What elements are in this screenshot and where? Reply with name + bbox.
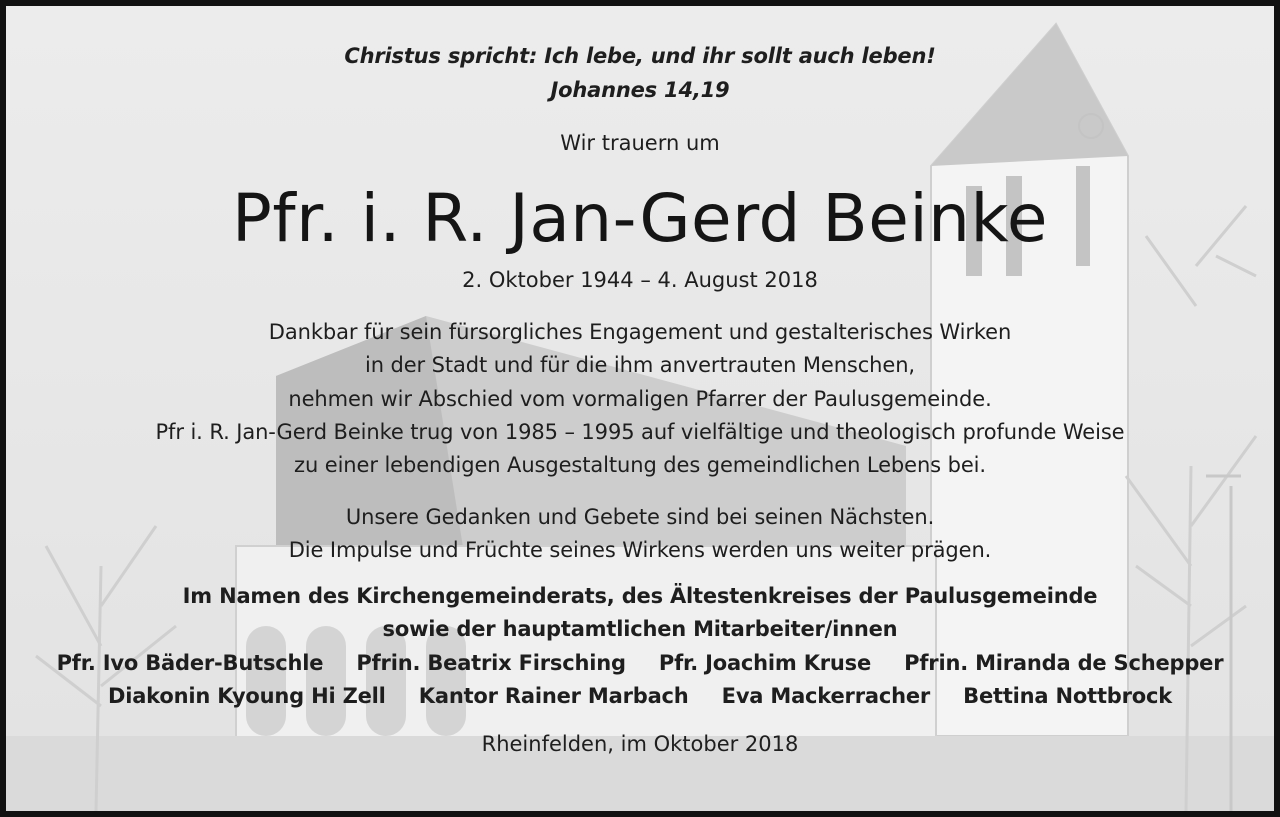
- signatory-name: Bettina Nottbrock: [963, 684, 1173, 708]
- tribute-line: Dankbar für sein fürsorgliches Engagement und gestalterisches Wirken: [268, 320, 1012, 344]
- signatory-name: Diakonin Kyoung Hi Zell: [107, 684, 386, 708]
- deceased-name: Pfr. i. R. Jan-Gerd Beinke: [232, 180, 1048, 257]
- signatory-name: Pfrin. Miranda de Schepper: [904, 651, 1224, 675]
- thoughts-line: Die Impulse und Früchte seines Wirkens werden uns weiter prägen.: [288, 538, 992, 562]
- signatory-name: Kantor Rainer Marbach: [418, 684, 689, 708]
- tribute-line: Pfr i. R. Jan-Gerd Beinke trug von 1985 – 1995 auf vielfältige und theologisch profunde Weise: [155, 420, 1125, 444]
- signatory-name: Pfr. Ivo Bäder-Butschle: [56, 651, 324, 675]
- signatory-name: Pfr. Joachim Kruse: [658, 651, 872, 675]
- signatories-row: [6, 651, 1274, 675]
- mourning-intro: Wir trauern um: [560, 131, 720, 155]
- tribute-line: zu einer lebendigen Ausgestaltung des gemeindlichen Lebens bei.: [294, 453, 986, 477]
- bible-quote: Christus spricht: Ich lebe, und ihr sollt auch leben!: [344, 44, 936, 68]
- obituary-content: [6, 6, 1274, 811]
- signatory-name: Pfrin. Beatrix Firsching: [356, 651, 626, 675]
- on-behalf-line: sowie der hauptamtlichen Mitarbeiter/innen: [382, 617, 898, 641]
- bible-reference: Johannes 14,19: [550, 78, 730, 102]
- tribute-line: nehmen wir Abschied vom vormaligen Pfarrer der Paulusgemeinde.: [288, 387, 992, 411]
- thoughts-line: Unsere Gedanken und Gebete sind bei seinen Nächsten.: [345, 505, 935, 529]
- place-and-date: Rheinfelden, im Oktober 2018: [481, 732, 799, 756]
- on-behalf-line: Im Namen des Kirchengemeinderats, des Ältestenkreises der Paulusgemeinde: [182, 584, 1098, 608]
- signatory-name: Eva Mackerracher: [721, 684, 931, 708]
- tribute-line: in der Stadt und für die ihm anvertrauten Menschen,: [364, 353, 916, 377]
- signatories-row: [6, 684, 1274, 708]
- life-dates: 2. Oktober 1944 – 4. August 2018: [462, 268, 818, 292]
